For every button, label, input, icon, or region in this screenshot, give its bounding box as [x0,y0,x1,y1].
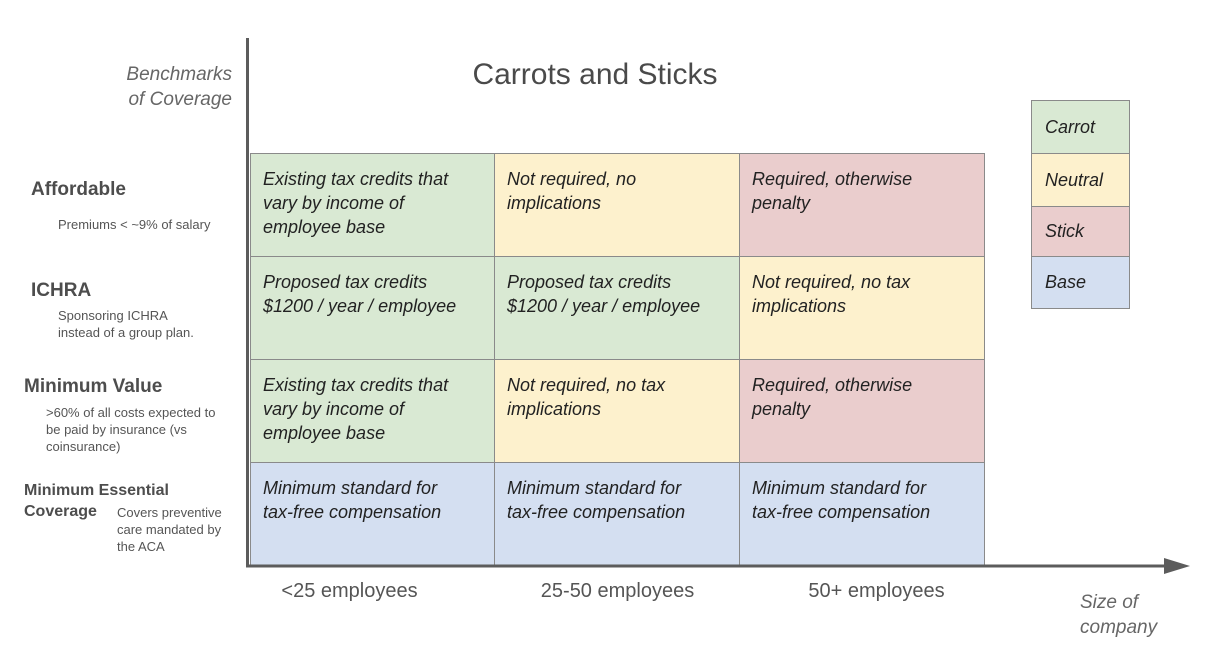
grid-cell-text-line: Minimum standard for [752,478,927,498]
grid-cell-text-line: tax-free compensation [752,502,931,522]
grid-cell-neutral [739,256,985,360]
grid-cell-text-line: Not required, no tax [752,272,911,292]
legend-item-carrot: Carrot [1031,100,1130,154]
grid-cell-neutral [494,359,740,463]
row-desc-minimum-value [46,404,215,455]
row-desc-ichra-line: instead of a group plan. [58,325,194,340]
x-axis-title [1080,590,1157,640]
grid-cell-text-line: employee base [263,217,386,237]
grid-cell-text-line: $1200 / year / employee [263,296,457,316]
y-axis-title-line-2: of Coverage [128,89,232,110]
grid-cell-text-line: Minimum standard for [263,478,438,498]
grid-cell-text-line: implications [507,193,602,213]
row-desc-mv-line: coinsurance) [46,439,121,454]
grid-cell-text-line: Proposed tax credits [263,272,428,292]
legend-item-base: Base [1031,256,1130,309]
grid-cell-text-line: Minimum standard for [507,478,682,498]
grid-cell-text-line: Not required, no [507,169,637,189]
row-desc-mec [117,504,222,555]
grid-cell-text-line: $1200 / year / employee [507,296,701,316]
grid-cell-text-line: Existing tax credits that [263,169,449,189]
diagram-title: Carrots and Sticks [472,58,718,91]
row-desc-mec-line: care mandated by [117,522,222,537]
grid-cell-text-line: penalty [752,399,811,419]
grid-cell-text-line: Existing tax credits that [263,375,449,395]
grid-cell-carrot [250,153,495,257]
row-desc-ichra [58,307,194,341]
grid-cell-text-line: tax-free compensation [263,502,442,522]
column-label-25-50: 25-50 employees [540,580,695,602]
grid-cell-carrot [250,359,495,463]
grid-cell-text-line: Not required, no tax [507,375,666,395]
x-axis-arrow [246,555,1196,579]
grid-cell-stick [739,359,985,463]
row-label-minimum-value: Minimum Value [24,376,163,397]
grid-cell-text-line: vary by income of [263,399,405,419]
grid-cell-carrot [494,256,740,360]
legend-item-stick: Stick [1031,206,1130,257]
legend-item-neutral: Neutral [1031,153,1130,207]
grid-cell-text-line: Required, otherwise [752,375,913,395]
y-axis-title-line-1: Benchmarks [126,64,232,85]
row-label-mec-line: Minimum Essential [24,482,169,499]
column-label-50-plus: 50+ employees [808,580,945,602]
row-label-mec-line: Coverage [24,503,97,520]
grid-cell-base [739,462,985,566]
grid-cell-text-line: Proposed tax credits [507,272,672,292]
grid-cell-text-line: tax-free compensation [507,502,686,522]
row-desc-ichra-line: Sponsoring ICHRA [58,308,168,323]
grid-cell-text-line: implications [507,399,602,419]
y-axis-line [246,38,249,567]
row-desc-mv-line: be paid by insurance (vs [46,422,187,437]
grid-cell-text-line: vary by income of [263,193,405,213]
row-label-ichra: ICHRA [31,280,92,301]
grid-cell-text-line: employee base [263,423,386,443]
grid-cell-stick [739,153,985,257]
grid-cell-base [250,462,495,566]
column-label-under-25: <25 employees [281,580,418,602]
grid-cell-neutral [494,153,740,257]
x-axis-title-line-1: Size of [1080,592,1139,613]
row-label-affordable: Affordable [31,179,126,200]
row-desc-mec-line: the ACA [117,539,165,554]
grid-cell-text-line: Required, otherwise [752,169,913,189]
x-axis-title-line-2: company [1080,617,1158,638]
row-desc-mec-line: Covers preventive [117,505,222,520]
grid-cell-text-line: implications [752,296,847,316]
row-desc-affordable: Premiums < ~9% of salary [58,217,211,232]
row-desc-mv-line: >60% of all costs expected to [46,405,216,420]
grid-cell-carrot [250,256,495,360]
grid-cell-base [494,462,740,566]
y-axis-title [70,62,232,112]
grid-cell-text-line: penalty [752,193,811,213]
